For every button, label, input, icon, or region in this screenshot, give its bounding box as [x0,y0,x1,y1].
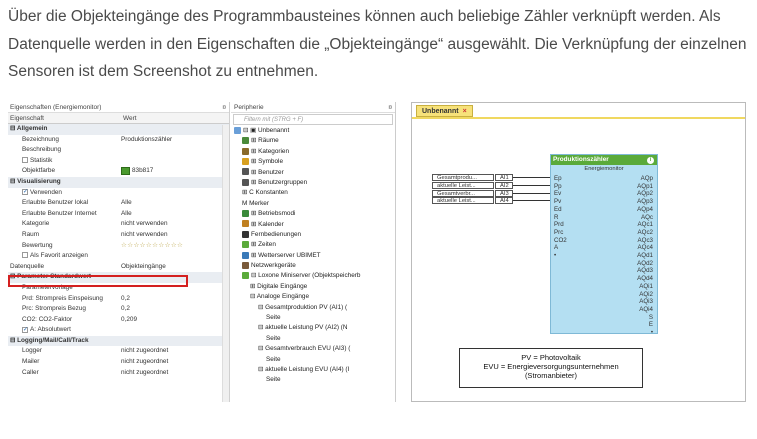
property-name: Prd: Strompreis Einspeisung [22,294,103,302]
tree-item[interactable] [231,251,395,261]
property-name: Als Favorit anzeigen [30,252,88,260]
energiemonitor-block[interactable] [550,154,658,334]
property-row[interactable] [8,304,229,315]
input-label[interactable]: aktuelle Leist... [432,182,494,189]
input-label[interactable]: Gesamtprodu... [432,174,494,181]
tab-label: Unbenannt [422,108,459,115]
output-pin[interactable]: AQi2 [639,290,653,298]
output-pin[interactable]: AQd2 [637,259,653,267]
property-row[interactable] [8,357,229,368]
property-value: 83b817 [132,167,154,175]
properties-panel [8,102,230,402]
tree-item-label: Seite [266,376,281,384]
tree-node-icon [242,272,249,279]
output-pin[interactable]: AQd3 [637,267,653,275]
tab-underline [412,117,745,119]
property-name: CO2: CO2-Faktor [22,315,73,323]
input-pin[interactable]: R [554,213,559,221]
tree-item-label: ⊞ Benutzergruppen [251,178,308,186]
property-value: Alle [121,209,132,217]
output-pin[interactable]: E [648,321,653,329]
tree-item[interactable] [231,261,395,271]
property-section[interactable] [8,124,229,135]
output-pin[interactable]: AQi3 [639,298,653,306]
property-row[interactable] [8,156,229,167]
output-pin[interactable]: AQc4 [637,244,653,252]
peripherie-panel [231,102,396,402]
property-name: ⊟ Visualisierung [10,177,61,185]
property-value: 0,2 [121,305,130,313]
property-value: nicht zugeordnet [121,347,169,355]
tree-node-icon [234,127,241,134]
property-name: Parametervorlage [22,283,73,291]
tree-item[interactable] [231,292,395,302]
tree-node-icon [242,179,249,186]
property-section[interactable] [8,177,229,188]
property-name: Bewertung [22,241,53,249]
peripherie-title [231,102,395,113]
tree-item[interactable] [231,168,395,178]
property-row[interactable] [8,209,229,220]
property-name: Verwenden [30,188,62,196]
output-pin[interactable]: AQp1 [637,182,653,190]
connection-line [513,193,550,194]
output-pin[interactable]: AQd1 [637,252,653,259]
tree-node-icon [242,220,249,227]
properties-title [8,102,229,113]
tree-item-label: ⊞ Digitale Eingänge [250,282,308,290]
input-pin[interactable]: Ed [554,205,562,213]
property-row[interactable] [8,188,229,199]
tab-unbenannt[interactable] [416,105,473,117]
tree-item-label: ⊞ Kalender [251,220,284,228]
input-pin[interactable]: Ev [554,190,562,198]
tree-item-label: Fernbedienungen [251,230,302,238]
property-row[interactable] [8,135,229,146]
tree-item-label: Seite [266,334,281,342]
input-ai-tag[interactable]: AI2 [495,182,513,189]
property-row[interactable] [8,251,229,262]
tree-item[interactable] [231,313,395,323]
tree-item[interactable] [231,136,395,146]
property-value: nicht zugeordnet [121,358,169,366]
property-name: ⊟ Logging/Mail/Call/Track [10,336,89,344]
tree-node-icon [242,231,249,238]
output-pin[interactable]: AQc1 [637,221,653,229]
tree-node-icon [242,241,249,248]
tree-item[interactable] [231,220,395,230]
block-header [551,155,657,165]
legend-line: EVU = Energieversorgungsunternehmen [483,362,619,371]
property-name: ⊟ Parameter Standardwert [10,273,92,281]
output-pin[interactable]: AQp4 [637,205,653,213]
output-pin[interactable]: AQp [640,175,653,182]
tree-item[interactable] [231,334,395,344]
output-pin[interactable]: AQi1 [639,282,653,290]
input-pin[interactable]: A [554,244,559,252]
property-row[interactable] [8,219,229,230]
output-pin[interactable]: AQd4 [637,275,653,283]
tree-item-label: ⊟ aktuelle Leistung EVU (AI4) (I [258,365,350,373]
property-row[interactable] [8,346,229,357]
properties-grid [8,124,229,378]
property-row[interactable] [8,325,229,336]
output-pin[interactable]: AQc3 [637,236,653,244]
tree-item[interactable] [231,188,395,198]
col-value: Wert [123,115,137,122]
checkbox[interactable]: ✓ [23,188,29,195]
tree-item-label: Seite [266,355,281,363]
property-section[interactable] [8,336,229,347]
output-pin[interactable]: AQp3 [637,198,653,206]
tree-item-label: ⊟ Gesamtproduktion PV (AI1) ( [258,303,348,311]
property-value: ☆☆☆☆☆☆☆☆☆☆ [121,241,184,249]
tree-item[interactable] [231,355,395,365]
property-row[interactable] [8,368,229,379]
input-pin[interactable]: Ep [554,175,562,182]
tree-node-icon [242,158,249,165]
filter-input[interactable]: Filtern mit (STRG + F) [233,114,393,125]
input-pin[interactable]: Pp [554,182,562,190]
checkbox[interactable]: ✓ [23,326,29,333]
tree-item[interactable] [231,344,395,354]
screenshot [8,102,407,402]
tree-item-label: ⊞ C Konstanten [242,189,288,197]
peripherie-tree [231,126,395,386]
tree-item[interactable] [231,375,395,385]
property-name: Kategorie [22,220,50,228]
close-icon[interactable]: × [462,108,467,115]
tree-item[interactable] [231,157,395,167]
tree-item-label: ⊟ Loxone Miniserver (Objektspeicherb [251,272,361,280]
properties-header [8,113,229,124]
property-row[interactable] [8,294,229,305]
tree-node-icon [242,210,249,217]
tree-item[interactable] [231,209,395,219]
tree-node-icon [242,168,249,175]
tree-item-label: Netzwerkgeräte [251,262,296,270]
property-value: 0,209 [121,315,137,323]
input-ai-tag[interactable]: AI4 [495,197,513,204]
block-title: Produktionszähler [553,156,609,163]
output-pin[interactable]: AQc2 [637,228,653,236]
property-row[interactable] [8,166,229,177]
input-ai-tag[interactable]: AI1 [495,174,513,181]
tree-item[interactable] [231,147,395,157]
pin-icon[interactable]: ¤ [388,104,392,111]
checkbox[interactable] [22,252,28,258]
property-name: Datenquelle [10,262,45,270]
input-pin[interactable]: Prc [554,228,564,236]
tree-item-label: ⊞ Zeiten [251,241,276,249]
output-pin[interactable]: AQc [640,213,653,221]
property-name: Beschreibung [22,146,62,154]
tree-node-icon [242,252,249,259]
property-name: Caller [22,368,39,376]
property-name: Statistik [30,156,53,164]
tree-item[interactable] [231,240,395,250]
property-row[interactable] [8,315,229,326]
color-swatch[interactable] [121,167,130,175]
tree-item-label: ⊞ Räume [251,137,279,145]
legend-box [459,348,643,388]
property-row[interactable] [8,198,229,209]
tree-item-label: ⊞ Benutzer [251,168,284,176]
tree-item[interactable] [231,178,395,188]
tree-item[interactable] [231,199,395,209]
datenquelle-highlight [8,275,188,287]
property-name: Erlaubte Benutzer lokal [22,199,89,207]
checkbox[interactable] [22,157,28,163]
property-row[interactable] [8,145,229,156]
intro-paragraph: Über die Objekteingänge des Programmbausteines können auch beliebige Zähler verknüpft werden. Als Datenquelle werden in den Eigenschaften die „Objekteingänge“ ausgewählt. Die Verknüpfung der einzelnen Sensoren ist dem Screenshot zu entnehmen. [8,8,747,80]
tree-item[interactable] [231,282,395,292]
connection-line [513,185,550,186]
property-name: A: Absolutwert [30,326,71,334]
property-value: Alle [121,199,132,207]
property-row[interactable] [8,262,229,273]
property-value: 0,2 [121,294,130,302]
property-name: Logger [22,347,42,355]
connection-line [513,200,550,201]
tree-item-label: ⊟ ▣ Unbenannt [243,127,290,134]
output-pin[interactable]: AQp2 [637,190,653,198]
property-name: Raum [22,230,40,238]
property-value: nicht zugeordnet [121,368,169,376]
property-name: Mailer [22,358,40,366]
tree-item[interactable] [231,271,395,281]
tree-item-label: ⊟ Gesamtverbrauch EVU (AI3) ( [258,345,351,353]
tree-item-label: ⊞ Betriebsmodi [251,210,296,218]
tree-item-label: ⊟ Analoge Eingänge [250,293,310,301]
pin-icon[interactable]: ¤ [222,104,226,111]
property-name: Bezeichnung [22,135,59,143]
col-property: Eigenschaft [10,115,44,122]
tree-item[interactable] [231,230,395,240]
legend-line: PV = Photovoltaik [521,353,581,362]
tree-node-icon [242,148,249,155]
info-icon[interactable]: i [647,157,654,164]
tree-item-label: Seite [266,314,281,322]
property-name: ⊟ Allgemein [10,125,48,132]
property-name: Objektfarbe [22,167,56,175]
connection-line [513,177,550,178]
tree-item-label: ⊞ Symbole [251,158,283,166]
peripherie-title-text: Peripherie [234,104,264,111]
block-subtitle: Energiemonitor [584,166,624,172]
tree-item-label: ⊞ Wetterserver UBIMET [251,251,321,259]
input-ai-tag[interactable]: AI3 [495,190,513,197]
tree-node-icon [242,262,249,269]
property-row[interactable] [8,230,229,241]
property-name: Erlaubte Benutzer Internet [22,209,97,217]
property-name: Prc: Strompreis Bezug [22,305,86,313]
tree-item[interactable] [231,365,395,375]
property-value: nicht verwenden [121,220,168,228]
input-label[interactable]: Gesamtverbr... [432,190,494,197]
tree-item[interactable] [231,323,395,333]
properties-title-text: Eigenschaften (Energiemonitor) [10,104,102,111]
tree-item-label: ⊞ Kategorien [251,147,290,155]
input-pin[interactable]: Pv [554,198,562,206]
property-row[interactable] [8,241,229,252]
output-pin[interactable]: • [650,329,653,336]
tree-item-label: ⊟ aktuelle Leistung PV (AI2) (N [258,324,348,332]
input-label[interactable]: aktuelle Leist... [432,197,494,204]
output-pin[interactable]: AQi4 [639,305,653,313]
property-value: Produktionszähler [121,135,173,143]
tree-item[interactable] [231,126,395,136]
tree-node-icon [242,137,249,144]
legend-line: (Stromanbieter) [524,371,578,380]
tree-item-label: M Merker [242,199,269,207]
properties-scrollbar[interactable] [222,125,229,402]
input-pin[interactable]: Prd [554,221,564,229]
input-pin[interactable]: CO2 [554,236,567,244]
property-value: Objekteingänge [121,262,166,270]
output-pin[interactable]: S [648,313,653,321]
property-value: nicht verwenden [121,230,168,238]
program-canvas[interactable] [411,102,746,402]
input-pin[interactable]: • [554,252,557,259]
tree-item[interactable] [231,303,395,313]
